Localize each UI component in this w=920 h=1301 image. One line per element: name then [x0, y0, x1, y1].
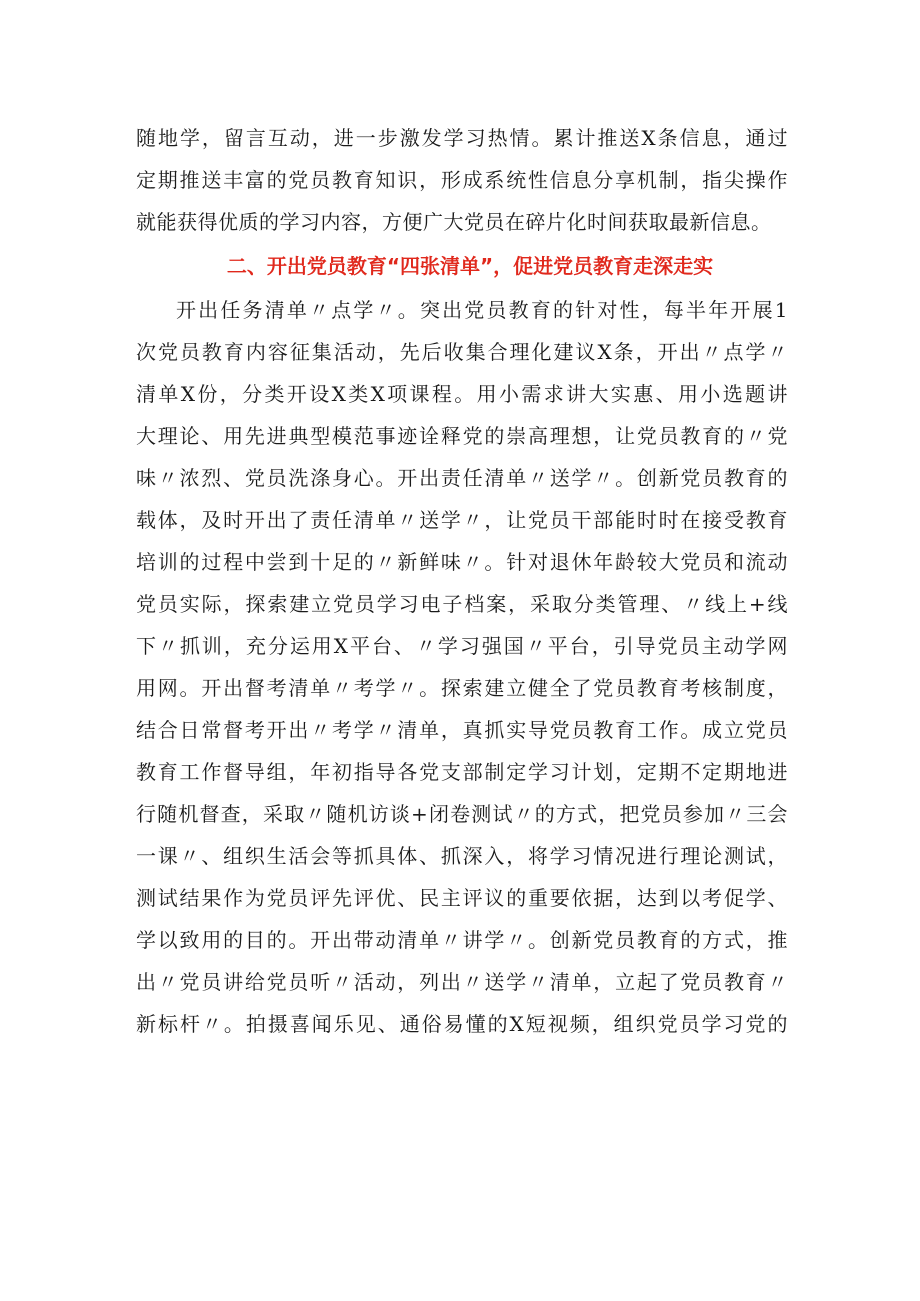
body-line: 开出任务清单〃点学〃。突出党员教育的针对性，每半年开展1 — [176, 298, 788, 322]
body-line: 味〃浓烈、党员洗涤身心。开出责任清单〃送学〃。创新党员教育的 — [136, 466, 788, 490]
document-body — [136, 117, 788, 1045]
section-heading: 二、开出党员教育“四张清单”，促进党员教育走深走实 — [226, 254, 714, 278]
body-line: 清单X份，分类开设X类X项课程。用小需求讲大实惠、用小选题讲 — [136, 382, 788, 406]
body-line: 结合日常督考开出〃考学〃清单，真抓实导党员教育工作。成立党员 — [136, 718, 788, 742]
body-line: 一课〃、组织生活会等抓具体、抓深入，将学习情况进行理论测试， — [136, 844, 788, 868]
intro-line: 就能获得优质的学习内容，方便广大党员在碎片化时间获取最新信息。 — [136, 210, 772, 234]
body-line: 载体，及时开出了责任清单〃送学〃，让党员干部能时时在接受教育 — [136, 508, 788, 532]
body-line: 次党员教育内容征集活动，先后收集合理化建议X条，开出〃点学〃 — [136, 340, 788, 364]
body-line: 大理论、用先进典型模范事迹诠释党的崇高理想，让党员教育的〃党 — [136, 424, 788, 448]
body-line: 测试结果作为党员评先评优、民主评议的重要依据，达到以考促学、 — [136, 886, 788, 910]
body-line: 学以致用的目的。开出带动清单〃讲学〃。创新党员教育的方式，推 — [136, 928, 788, 952]
body-line: 下〃抓训，充分运用X平台、〃学习强国〃平台，引导党员主动学网 — [136, 634, 788, 658]
intro-line: 定期推送丰富的党员教育知识，形成系统性信息分享机制，指尖操作 — [136, 168, 788, 192]
body-line: 出〃党员讲给党员听〃活动，列出〃送学〃清单，立起了党员教育〃 — [136, 970, 788, 994]
body-line: 培训的过程中尝到十足的〃新鲜味〃。针对退休年龄较大党员和流动 — [136, 550, 788, 574]
body-line: 用网。开出督考清单〃考学〃。探索建立健全了党员教育考核制度， — [136, 676, 788, 700]
body-line: 行随机督查，采取〃随机访谈+闭卷测试〃的方式，把党员参加〃三会 — [136, 802, 788, 826]
intro-line: 随地学，留言互动，进一步激发学习热情。累计推送X条信息，通过 — [136, 126, 788, 150]
body-line: 党员实际，探索建立党员学习电子档案，采取分类管理、〃线上+线 — [136, 592, 788, 616]
body-line: 新标杆〃。拍摄喜闻乐见、通俗易懂的X短视频，组织党员学习党的 — [136, 1012, 788, 1036]
body-line: 教育工作督导组，年初指导各党支部制定学习计划，定期不定期地进 — [136, 760, 788, 784]
